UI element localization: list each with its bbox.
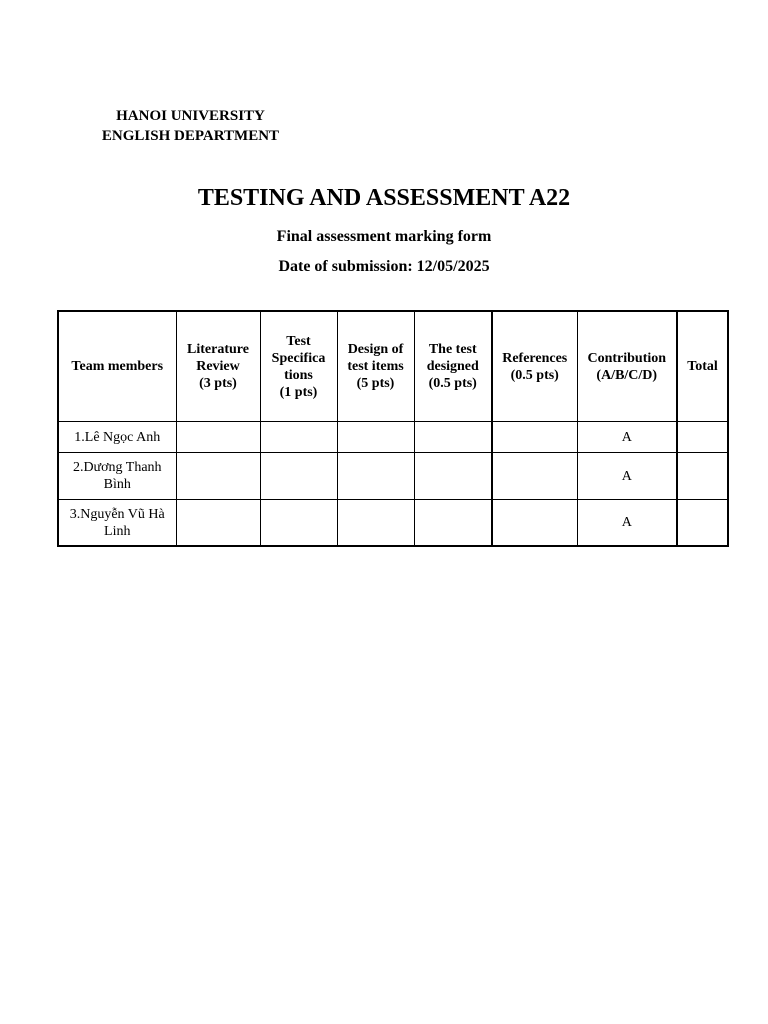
member-name: 2.Dương Thanh Bình (58, 453, 176, 500)
form-subtitle: Final assessment marking form (276, 228, 492, 245)
test-specs-score (260, 453, 337, 500)
design-score (337, 500, 414, 547)
references-score (492, 500, 577, 547)
table-row (58, 500, 728, 547)
table-header-row (58, 311, 728, 422)
total-score (677, 500, 728, 547)
submission-date: Date of submission: 12/05/2025 (278, 258, 490, 275)
design-score (337, 422, 414, 453)
document-title: TESTING AND ASSESSMENT A22 (197, 185, 571, 211)
literature-score (176, 500, 260, 547)
test-specs-score (260, 422, 337, 453)
literature-score (176, 453, 260, 500)
col-header-team-members: Team members (58, 311, 176, 422)
contribution-grade: A (577, 500, 677, 547)
col-header-contribution: Contribution (A/B/C/D) (577, 311, 677, 422)
col-header-test-specifications: Test Specifica tions (1 pts) (260, 311, 337, 422)
test-specs-score (260, 500, 337, 547)
university-name: HANOI UNIVERSITY (116, 108, 265, 124)
references-score (492, 453, 577, 500)
col-header-design-of-test-items: Design of test items (5 pts) (337, 311, 414, 422)
department-name: ENGLISH DEPARTMENT (101, 128, 280, 144)
col-header-test-designed: The test designed (0.5 pts) (414, 311, 492, 422)
test-designed-score (414, 422, 492, 453)
col-header-total: Total (677, 311, 728, 422)
literature-score (176, 422, 260, 453)
col-header-literature-review: Literature Review (3 pts) (176, 311, 260, 422)
contribution-grade: A (577, 422, 677, 453)
design-score (337, 453, 414, 500)
references-score (492, 422, 577, 453)
member-name: 3.Nguyễn Vũ Hà Linh (58, 500, 176, 547)
total-score (677, 453, 728, 500)
total-score (677, 422, 728, 453)
marking-table (57, 310, 729, 547)
table-row (58, 422, 728, 453)
test-designed-score (414, 453, 492, 500)
col-header-references: References (0.5 pts) (492, 311, 577, 422)
test-designed-score (414, 500, 492, 547)
table-row (58, 453, 728, 500)
contribution-grade: A (577, 453, 677, 500)
institution-header (88, 106, 293, 146)
member-name: 1.Lê Ngọc Anh (58, 422, 176, 453)
